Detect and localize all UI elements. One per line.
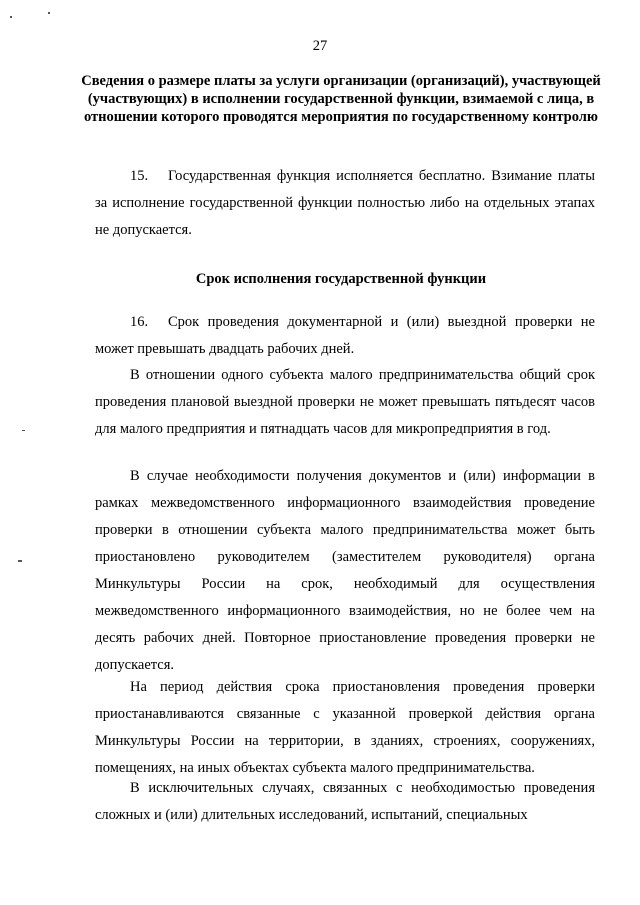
scan-speck bbox=[10, 16, 12, 18]
paragraph-exceptional-cases: В исключительных случаях, связанных с необходимостью проведения сложных и (или) длительных исследований, испытаний, специальных bbox=[95, 780, 595, 823]
scan-speck bbox=[18, 560, 22, 562]
paragraph-15 bbox=[95, 163, 595, 244]
section-heading-fee: Сведения о размере платы за услуги организации (организаций), участвующей (участвующих) в исполнении государственной функции, взимаемой с лица, в отношении которого проводятся мероприятия по государственному контролю bbox=[81, 73, 601, 125]
paragraph-text: Срок проведения документарной и (или) выездной проверки не может превышать двадцать рабочих дней. bbox=[95, 314, 595, 357]
paragraph-number: 16. bbox=[130, 314, 149, 330]
paragraph-text: Государственная функция исполняется бесплатно. Взимание платы за исполнение государственной функции полностью либо на отдельных этапах не допускается. bbox=[95, 168, 595, 238]
paragraph-small-business-term: В отношении одного субъекта малого предпринимательства общий срок проведения плановой выездной проверки не может превышать пятьдесят часов для малого предприятия и пятнадцать часов для микропредприятия в год. bbox=[95, 367, 595, 437]
paragraph-suspension-period: На период действия срока приостановления проведения проверки приостанавливаются связанные с указанной проверкой действия органа Минкультуры России на территории, в зданиях, строениях, сооружениях, помещениях, на иных объектах субъекта малого предпринимательства. bbox=[95, 679, 595, 776]
page-number: 27 bbox=[312, 38, 328, 54]
paragraph-suspension: В случае необходимости получения документов и (или) информации в рамках межведомственного информационного взаимодействия проведение проверки в отношении субъекта малого предпринимательства может быть приостановлено руководителем (заместителем руководителя) органа Минкультуры России на срок, необходимый для осуществления межведомственного информационного взаимодействия, но не более чем на десять рабочих дней. Повторное приостановление проведения проверки не допускается. bbox=[95, 468, 595, 673]
paragraph-16 bbox=[95, 309, 595, 363]
paragraph-number: 15. bbox=[130, 168, 149, 184]
scan-speck bbox=[22, 430, 25, 431]
scan-speck bbox=[48, 12, 50, 14]
section-heading-term: Срок исполнения государственной функции bbox=[195, 271, 487, 287]
